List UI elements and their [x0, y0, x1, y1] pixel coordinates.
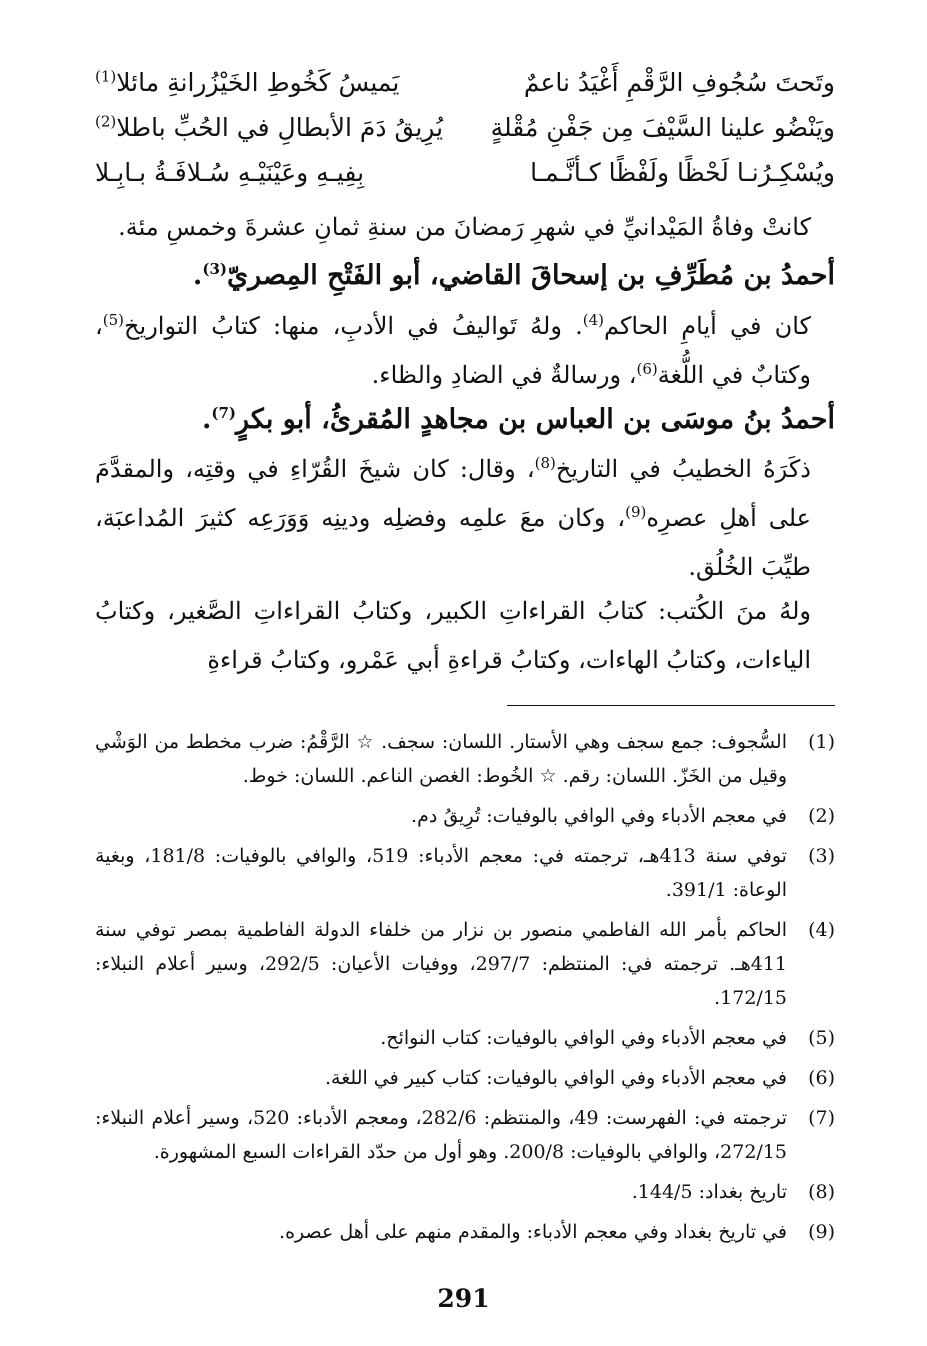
verse-2-second-hemistich: يُرِيقُ دَمَ الأبطالِ في الحُبِّ باطلا$^{(2)}$ — [95, 112, 444, 142]
footnote-item — [95, 839, 835, 907]
footnote-number: (3) — [808, 845, 835, 867]
page-number: 291 — [437, 1284, 490, 1313]
footnote-number: (7) — [808, 1107, 835, 1129]
verse-line-2 — [95, 105, 835, 149]
footnote-ref[interactable]: (5) — [102, 311, 125, 329]
footnote-text: السُّجوف: جمع سجف وهي الأستار. اللسان: سجف. ☆ الرَّقْمُ: ضرب مخطط من الوَشْي وقيل من الخَزّ. اللسان: رقم. ☆ الخُوط: الغصن الناعم. اللسان: خوط. — [95, 731, 787, 787]
paragraph-death-date: كانتْ وفاةُ المَيْدانيِّ في شهرِ رَمضانَ من سنةِ ثمانِ عشرةَ وخمسِ مئة. — [118, 213, 811, 241]
footnote-ref[interactable]: (4) — [582, 311, 604, 329]
footnote-number: (1) — [808, 731, 835, 753]
footnote-text: توفي سنة 413هـ، ترجمته في: معجم الأدباء: 519، والوافي بالوفيات: 181/8، وبغية الوعاة: 391/1. — [95, 845, 787, 901]
footnote-item — [95, 799, 835, 833]
footnote-number: (2) — [808, 805, 835, 827]
footnote-item — [95, 1101, 835, 1169]
entry-heading-ahmad-ibn-mutarrif: أحمدُ بن مُطَرِّفِ بن إسحاقَ القاضي، أبو الفَتْحِ المِصريّ$^{(3)}$. — [192, 260, 835, 291]
footnotes — [95, 725, 835, 1255]
footnote-ref[interactable]: (6) — [636, 360, 658, 378]
footnote-item — [95, 1215, 835, 1249]
footnote-ref[interactable]: (7) — [211, 404, 237, 422]
verse-3-first-hemistich: ويُسْكِـرُنـا لَحْظًا ولَفْظًا كـأنَّـمـا — [530, 157, 835, 187]
verse-1-first-hemistich: وتَحتَ سُجُوفِ الرَّقْمِ أَغْيَدُ ناعمٌ — [523, 67, 835, 97]
footnote-number: (6) — [808, 1067, 835, 1089]
footnote-number: (8) — [808, 1181, 835, 1203]
footnote-number: (5) — [808, 1027, 835, 1049]
footnote-number: (9) — [808, 1221, 835, 1243]
paragraph-books-list: ولهُ منَ الكُتب: كتابُ القراءاتِ الكبير، وكتابُ القراءاتِ الصَّغير، وكتابُ الياءات، وكتابُ الهاءات، وكتابُ قراءةِ أبي عَمْرو، وكتابُ قراءةِ — [95, 597, 811, 674]
paragraph-ahmad-ibn-mutarrif: كان في أيامِ الحاكم$^{(4)}$. ولهُ تَواليفُ في الأدبِ، منها: كتابُ التواريخ$^{(5)}$، وكتابٌ في اللُّغة$^{(6)}$، ورسالةٌ في الضادِ والظاء. — [95, 311, 811, 389]
footnote-text: ترجمته في: الفهرست: 49، والمنتظم: 282/6، ومعجم الأدباء: 520، وسير أعلام النبلاء: 272/15، والوافي بالوفيات: 200/8. وهو أول من حدّد القراءات السبع المشهورة. — [95, 1107, 787, 1163]
footnote-item — [95, 1061, 835, 1095]
verse-1-second-hemistich: يَميسُ كَخُوطِ الخَيْزُرانةِ مائلا$^{(1)}$ — [95, 67, 400, 97]
footnote-item — [95, 725, 835, 793]
footnote-separator — [507, 705, 835, 706]
footnote-item — [95, 913, 835, 1015]
footnote-ref[interactable]: (3) — [202, 260, 227, 278]
verse-2-first-hemistich: ويَنْضُو علينا السَّيْفَ مِن جَفْنِ مُقْلةٍ — [490, 112, 835, 142]
footnote-item — [95, 1175, 835, 1209]
footnote-ref[interactable]: (8) — [534, 454, 556, 472]
footnote-text: تاريخ بغداد: 144/5. — [631, 1181, 787, 1203]
entry-heading-ibn-mujahid: أحمدُ بنُ موسَى بن العباس بن مجاهدٍ المُقرئُ، أبو بكرٍ$^{(7)}$. — [201, 404, 835, 435]
footnote-number: (4) — [808, 919, 835, 941]
paragraph-ibn-mujahid: ذكَرَهُ الخطيبُ في التاريخ$^{(8)}$، وقال: كان شيخَ القُرّاءِ في وقتِه، والمقدَّمَ على أهلِ عصرِه$^{(9)}$، وكان معَ علمِه وفضلِه ودينِه وَوَرَعِه كثيرَ المُداعبَة، طيِّبَ الخُلُق. — [95, 454, 811, 581]
footnote-text: في معجم الأدباء وفي الوافي بالوفيات: كتاب النوائح. — [380, 1027, 787, 1049]
verse-3-second-hemistich: بِفِيـهِ وعَيْنَيْـهِ سُـلافَـةُ بـابِـلا — [95, 157, 365, 187]
footnote-text: في معجم الأدباء وفي الوافي بالوفيات: تُرِيقُ دم. — [411, 805, 787, 827]
verse-line-3 — [95, 150, 835, 194]
footnote-ref[interactable]: (9) — [625, 503, 647, 521]
footnote-item — [95, 1021, 835, 1055]
footnote-ref[interactable]: (1) — [95, 67, 117, 86]
footnote-text: الحاكم بأمر الله الفاطمي منصور بن نزار من خلفاء الدولة الفاطمية بمصر توفي سنة 411هـ. ترجمته في: المنتظم: 297/7، ووفيات الأعيان: 292/5، وسير أعلام النبلاء: 172/15. — [95, 919, 787, 1009]
verse-line-1 — [95, 60, 835, 104]
footnote-text: في تاريخ بغداد وفي معجم الأدباء: والمقدم منهم على أهل عصره. — [279, 1221, 787, 1243]
footnote-text: في معجم الأدباء وفي الوافي بالوفيات: كتاب كبير في اللغة. — [325, 1067, 787, 1089]
footnote-ref[interactable]: (2) — [95, 112, 117, 131]
